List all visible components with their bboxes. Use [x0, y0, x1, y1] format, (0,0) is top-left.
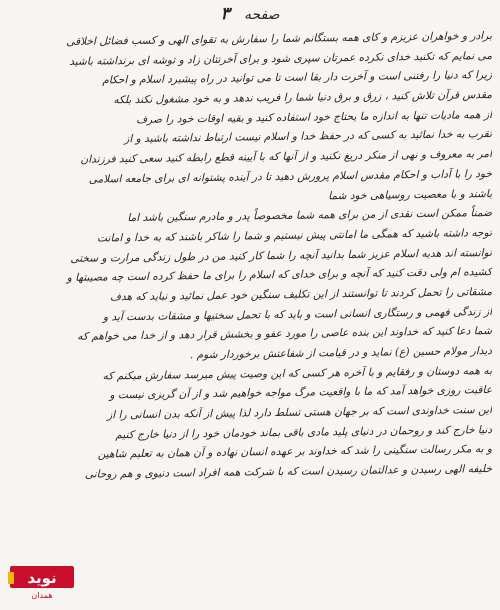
letter-line: شما دعا کنید که خداوند این بنده عاصی را مورد عفو و بخشش قرار دهد و از خدا می خواهم که [77, 325, 493, 344]
logo-accent [8, 572, 14, 584]
letter-line: و به مکر رسالت سنگینی را شد که خداوند بر عهده انسان نهاده و آن همان به تعلیم شاهین [97, 443, 493, 461]
letter-line: از همه مادیات تنها به اندازه ما یحتاج خود استفاده کنید و بقیه اوقات خود را صرف [136, 108, 493, 126]
letter-line: کشیده ام ولی دقت کنید که آنچه و برای خدای که اسلام را برای ما حفظ کرده است چه مصیبتها و [66, 266, 493, 285]
letter-line: از زندگی فهمی و رستگاری انسانی است و باید که با تحمل سختیها و مشقات بدست آید و [102, 305, 493, 324]
letter-line: توجه داشته باشید که همگی ما امانتی پیش نیستیم و شما را شاکر باشند که به خدا و امانت [96, 226, 493, 245]
letter-line: توانسته اند هدیه اسلام عزیز شما بدانید آنچه را شما کار کنید من در طول زندگی مرارت و سختی [70, 246, 493, 265]
letter-line: عاقبت روزی خواهد آمد که ما با واقعیت مرگ مواجه خواهیم شد و از آن گریزی نیست و [109, 384, 493, 402]
letter-line: باشند و با معصیت روسیاهی خود شما [328, 187, 493, 202]
letter-line: ضمناً ممکن است نقدی از من برای همه شما مخصوصاً پدر و مادرم سنگین باشد اما [127, 207, 493, 225]
logo-graphic [6, 562, 78, 600]
letter-line: به همه دوستان و رفقایم و با آخره هر کسی که این وصیت پیش میرسد سفارش میکنم که [102, 364, 493, 383]
page-label: صفحه [244, 7, 280, 23]
letter-line: می نمایم که تکنید خدای نکرده عمرتان سپری شود و برای آخرتتان زاد و توشه ای برنداشته باشید [69, 49, 493, 68]
letter-line: خلیفه الهی رسیدن و عدالتمان رسیدن است که با شرکت همه افراد است دنیوی و هم روحانی [84, 463, 493, 481]
letter-line: تقرب به خدا نمائید به کسی که در حفظ خدا و اسلام نیست ارتباط نداشته باشید و از [124, 128, 493, 146]
page-number: ۳ [220, 4, 230, 24]
logo-subtitle: همدان [31, 591, 53, 600]
watermark-logo [6, 562, 78, 600]
letter-line: این سنت خداوندی است که بر جهان هستی تسلط دارد لذا پیش از آنکه بدن انسانی را از [106, 404, 493, 422]
letter-line: مشقاتی را تحمل کردند تا توانستند از این تکلیف سنگین خود عمل نمائید و نباید که هدف [109, 285, 493, 304]
letter-line: مقدس قرآن تلاش کنید ، زرق و برق دنیا شما را فریب ندهد و به خود مشغول نکند بلکه [113, 89, 493, 107]
handwritten-letter-body [8, 27, 492, 480]
letter-line: خود را با آداب و احکام مقدس اسلام پرورش دهید تا در آینده پشتوانه ای برای جامعه اسلامی [88, 167, 493, 186]
letter-line: دیدار مولام حسین (ع) نماید و در قیامت از شفاعتش برخوردار شوم . [189, 345, 493, 362]
logo-text: نوید [27, 569, 57, 587]
letter-line: دنیا خارج کند و روحمان در دنیای پلید مادی باقی بماند خودمان خود را از دنیا خارج کنیم [115, 423, 493, 442]
letter-line: امر به معروف و نهی از منکر دریغ نکنید و از آنها که با آیینه قطع رابطه کنید سعی کنید فرزندان [80, 148, 493, 166]
letter-line: برادر و خواهران عزیزم و کای همه بستگانم شما را سفارش به تقوای الهی و کسب فضائل اخلاقی [66, 30, 493, 48]
letter-line: زیرا که دنیا را رفتنی است و آخرت دار بقا است تا می توانید در راه پیشبرد اسلام و احکام [102, 69, 493, 87]
page-header [0, 4, 500, 26]
